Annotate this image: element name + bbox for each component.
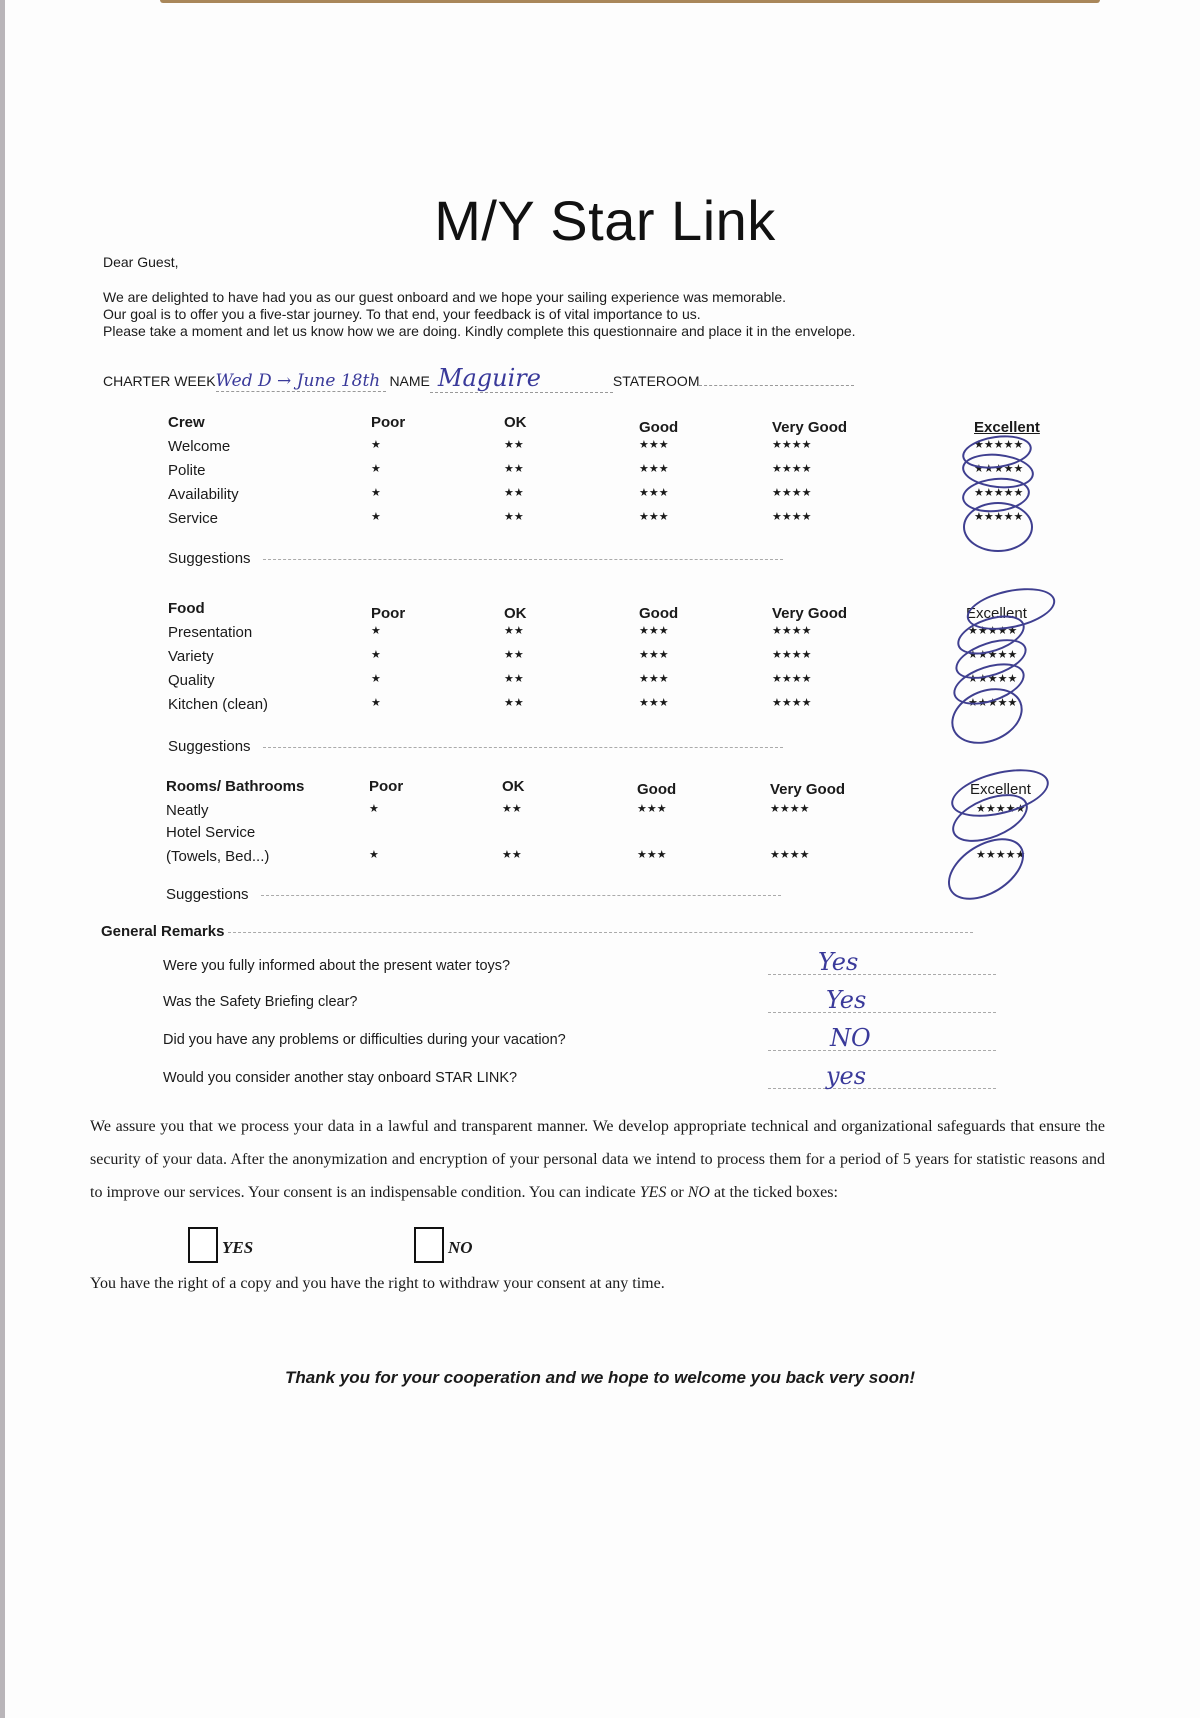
rating-option-ok[interactable]: ★★ bbox=[504, 463, 524, 475]
answer-field[interactable] bbox=[768, 1062, 996, 1090]
rating-option-excellent-selected[interactable]: ★★★★★ bbox=[968, 649, 1018, 661]
rating-option-ok[interactable]: ★★ bbox=[504, 625, 524, 637]
answer-field[interactable] bbox=[768, 1024, 996, 1052]
rating-option-good[interactable]: ★★★ bbox=[639, 625, 669, 637]
rating-header-very-good: Very Good bbox=[772, 605, 848, 622]
rating-option-poor[interactable]: ★ bbox=[371, 439, 381, 451]
privacy-tail: at the ticked boxes: bbox=[709, 1184, 838, 1201]
rating-item-label: Hotel Service bbox=[166, 824, 256, 841]
suggestions-row bbox=[168, 550, 783, 567]
question-text: Was the Safety Briefing clear? bbox=[163, 994, 358, 1010]
rating-option-ok[interactable]: ★★ bbox=[504, 649, 524, 661]
rating-option-good[interactable]: ★★★ bbox=[639, 463, 669, 475]
rating-header-excellent: Excellent bbox=[966, 605, 1027, 622]
intro-line: We are delighted to have had you as our guest onboard and we hope your sailing experience was memorable. bbox=[103, 289, 787, 305]
rating-option-good[interactable]: ★★★ bbox=[639, 697, 669, 709]
rating-header-very-good: Very Good bbox=[772, 419, 848, 436]
rating-option-poor[interactable]: ★ bbox=[371, 487, 381, 499]
rating-option-poor[interactable]: ★ bbox=[371, 697, 381, 709]
rating-option-poor[interactable]: ★ bbox=[371, 511, 381, 523]
consent-yes-label: YES bbox=[222, 1238, 254, 1257]
rating-option-excellent-selected[interactable]: ★★★★★ bbox=[974, 463, 1024, 475]
rating-header-poor: Poor bbox=[369, 778, 404, 795]
suggestions-row bbox=[168, 738, 783, 755]
rating-option-excellent-selected[interactable]: ★★★★★ bbox=[968, 625, 1018, 637]
suggestions-field[interactable] bbox=[261, 895, 781, 896]
rating-item-label: Presentation bbox=[168, 624, 253, 641]
intro-line: Our goal is to offer you a five-star journey. To that end, your feedback is of vital importance to us. bbox=[103, 306, 701, 322]
consent-yes-checkbox[interactable] bbox=[188, 1227, 218, 1263]
rating-header-good: Good bbox=[639, 419, 679, 436]
rating-option-very-good[interactable]: ★★★★ bbox=[770, 849, 810, 861]
question-text: Would you consider another stay onboard STAR LINK? bbox=[163, 1070, 518, 1086]
rating-header-very-good: Very Good bbox=[770, 781, 846, 798]
rating-option-good[interactable]: ★★★ bbox=[639, 511, 669, 523]
rating-header-ok: OK bbox=[502, 778, 525, 795]
scan-top-edge bbox=[160, 0, 1100, 3]
question-text: Did you have any problems or difficulties during your vacation? bbox=[163, 1032, 566, 1048]
rating-header-ok: OK bbox=[504, 605, 527, 622]
suggestions-label: Suggestions bbox=[166, 886, 249, 903]
privacy-yes-word: YES bbox=[639, 1184, 667, 1201]
privacy-text: We assure you that we process your data in a lawful and transparent manner. We develop appropriate technical and organizational safeguards that ensure the security of your data. After the anonymization and encryption of your personal data we intend to process them for a period of 5 years for statistic reasons and to improve our services. Your consent is an indispensable condition. You can indicate bbox=[90, 1118, 1105, 1201]
privacy-notice bbox=[90, 1110, 1105, 1209]
rating-option-ok[interactable]: ★★ bbox=[504, 511, 524, 523]
rating-option-very-good[interactable]: ★★★★ bbox=[772, 649, 812, 661]
section-title: Crew bbox=[168, 414, 205, 431]
charter-week-label: CHARTER WEEK bbox=[103, 373, 216, 389]
header-fields bbox=[103, 364, 854, 393]
section-title: Food bbox=[168, 600, 205, 617]
answer-value: Yes bbox=[818, 948, 859, 976]
rating-option-good[interactable]: ★★★ bbox=[639, 673, 669, 685]
rating-header-excellent: Excellent bbox=[970, 781, 1031, 798]
answer-value: Yes bbox=[826, 986, 867, 1014]
rating-option-poor[interactable]: ★ bbox=[371, 463, 381, 475]
rating-option-excellent-selected[interactable]: ★★★★★ bbox=[974, 487, 1024, 499]
rating-option-ok[interactable]: ★★ bbox=[502, 803, 522, 815]
rating-item-label-detail: (Towels, Bed...) bbox=[166, 848, 270, 865]
rating-option-ok[interactable]: ★★ bbox=[504, 697, 524, 709]
rating-item-label: Quality bbox=[168, 672, 215, 689]
consent-no-label: NO bbox=[448, 1238, 473, 1257]
general-remarks-field[interactable] bbox=[228, 932, 973, 933]
rating-option-good[interactable]: ★★★ bbox=[637, 849, 667, 861]
rating-option-good[interactable]: ★★★ bbox=[639, 649, 669, 661]
answer-field[interactable] bbox=[768, 948, 996, 976]
rating-header-good: Good bbox=[639, 605, 679, 622]
name-field[interactable]: Maguire bbox=[430, 364, 613, 393]
rating-header-good: Good bbox=[637, 781, 677, 798]
rating-option-very-good[interactable]: ★★★★ bbox=[770, 803, 810, 815]
rights-statement: You have the right of a copy and you have the right to withdraw your consent at any time. bbox=[90, 1275, 665, 1292]
rating-option-very-good[interactable]: ★★★★ bbox=[772, 439, 812, 451]
name-label: NAME bbox=[389, 373, 430, 389]
rating-item-label: Variety bbox=[168, 648, 214, 665]
suggestions-label: Suggestions bbox=[168, 738, 251, 755]
rating-item-label: Availability bbox=[168, 486, 239, 503]
question-text: Were you fully informed about the present water toys? bbox=[163, 958, 511, 974]
rating-option-excellent-selected[interactable]: ★★★★★ bbox=[976, 803, 1026, 815]
rating-option-poor[interactable]: ★ bbox=[371, 649, 381, 661]
rating-option-poor[interactable]: ★ bbox=[371, 625, 381, 637]
rating-item-label: Welcome bbox=[168, 438, 231, 455]
stateroom-field[interactable] bbox=[699, 385, 854, 386]
rating-header-ok: OK bbox=[504, 414, 527, 431]
rating-option-excellent-selected[interactable]: ★★★★★ bbox=[968, 697, 1018, 709]
general-remarks-row bbox=[101, 923, 973, 940]
rating-option-excellent-selected[interactable]: ★★★★★ bbox=[968, 673, 1018, 685]
rating-item-label: Polite bbox=[168, 462, 206, 479]
rating-item-label: Neatly bbox=[166, 802, 209, 819]
rating-option-excellent-selected[interactable]: ★★★★★ bbox=[976, 849, 1026, 861]
rating-option-poor[interactable]: ★ bbox=[371, 673, 381, 685]
privacy-no-word: NO bbox=[687, 1184, 710, 1201]
rating-option-ok[interactable]: ★★ bbox=[504, 673, 524, 685]
rating-option-ok[interactable]: ★★ bbox=[504, 439, 524, 451]
rating-option-ok[interactable]: ★★ bbox=[504, 487, 524, 499]
greeting: Dear Guest, bbox=[103, 254, 179, 270]
rating-option-excellent-selected[interactable]: ★★★★★ bbox=[974, 511, 1024, 523]
intro-paragraph bbox=[103, 289, 856, 340]
suggestions-field[interactable] bbox=[263, 747, 783, 748]
rating-header-poor: Poor bbox=[371, 605, 406, 622]
consent-no-checkbox[interactable] bbox=[414, 1227, 444, 1263]
rating-option-ok[interactable]: ★★ bbox=[502, 849, 522, 861]
rating-item-label: Service bbox=[168, 510, 219, 527]
closing-message: Thank you for your cooperation and we hope to welcome you back very soon! bbox=[284, 1368, 916, 1387]
answer-value: yes bbox=[826, 1062, 867, 1090]
intro-line: Please take a moment and let us know how we are doing. Kindly complete this questionnaire and place it in the envelope. bbox=[103, 323, 856, 339]
rating-option-very-good[interactable]: ★★★★ bbox=[772, 463, 812, 475]
suggestions-label: Suggestions bbox=[168, 550, 251, 567]
document-title: M/Y Star Link bbox=[434, 189, 776, 252]
rating-option-poor[interactable]: ★ bbox=[369, 849, 379, 861]
rating-option-very-good[interactable]: ★★★★ bbox=[772, 697, 812, 709]
general-remarks-label: General Remarks bbox=[101, 923, 225, 940]
hand-drawn-circle bbox=[963, 502, 1033, 552]
stateroom-label: STATEROOM bbox=[612, 373, 700, 389]
section-title: Rooms/ Bathrooms bbox=[166, 778, 305, 795]
rating-option-good[interactable]: ★★★ bbox=[639, 439, 669, 451]
rating-option-very-good[interactable]: ★★★★ bbox=[772, 625, 812, 637]
rating-option-very-good[interactable]: ★★★★ bbox=[772, 673, 812, 685]
suggestions-row bbox=[166, 886, 781, 903]
suggestions-field[interactable] bbox=[263, 559, 783, 560]
scan-left-edge bbox=[0, 0, 5, 1718]
rating-option-poor[interactable]: ★ bbox=[369, 803, 379, 815]
privacy-or-word: or bbox=[666, 1184, 688, 1201]
rating-option-good[interactable]: ★★★ bbox=[637, 803, 667, 815]
answer-value: NO bbox=[830, 1024, 871, 1052]
rating-option-very-good[interactable]: ★★★★ bbox=[772, 511, 812, 523]
answer-field[interactable] bbox=[768, 986, 996, 1014]
charter-week-field[interactable]: Wed D → June 18th bbox=[216, 371, 386, 392]
rating-option-excellent-selected[interactable]: ★★★★★ bbox=[974, 439, 1024, 451]
rating-option-very-good[interactable]: ★★★★ bbox=[772, 487, 812, 499]
rating-header-poor: Poor bbox=[371, 414, 406, 431]
rating-option-good[interactable]: ★★★ bbox=[639, 487, 669, 499]
rating-item-label: Kitchen (clean) bbox=[168, 696, 269, 713]
rating-header-excellent: Excellent bbox=[974, 419, 1040, 436]
